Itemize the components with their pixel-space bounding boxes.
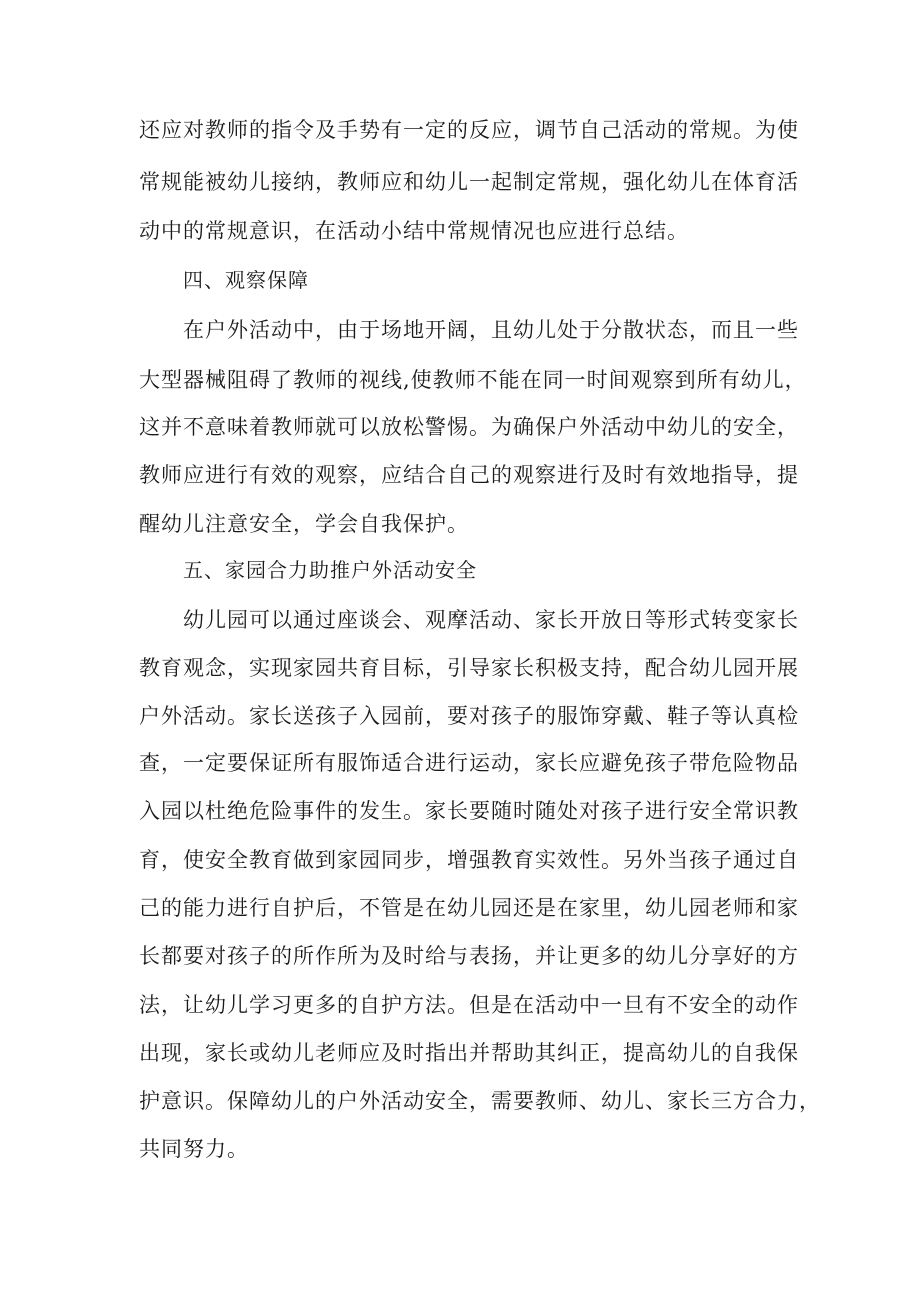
section-heading-4: 四、观察保障 [183, 268, 309, 292]
paragraph-line: 这并不意味着教师就可以放松警惕。为确保户外活动中幼儿的安全， [139, 415, 799, 439]
paragraph-line: 长都要对孩子的所作所为及时给与表扬，并让更多的幼儿分享好的方 [139, 944, 799, 968]
paragraph-line: 幼儿园可以通过座谈会、观摩活动、家长开放日等形式转变家长 [183, 608, 799, 632]
paragraph-line: 在户外活动中，由于场地开阔，且幼儿处于分散状态，而且一些 [183, 318, 799, 342]
paragraph-line: 还应对教师的指令及手势有一定的反应，调节自己活动的常规。为使 [139, 118, 799, 142]
paragraph-line: 共同努力。 [139, 1137, 249, 1161]
paragraph-line: 教师应进行有效的观察，应结合自己的观察进行及时有效地指导，提 [139, 463, 799, 487]
paragraph-line: 护意识。保障幼儿的户外活动安全，需要教师、幼儿、家长三方合力， [139, 1089, 821, 1113]
paragraph-line: 己的能力进行自护后，不管是在幼儿园还是在家里，幼儿园老师和家 [139, 896, 799, 920]
paragraph-line: 大型器械阻碍了教师的视线,使教师不能在同一时间观察到所有幼儿， [139, 368, 807, 392]
paragraph-line: 育，使安全教育做到家园同步，增强教育实效性。另外当孩子通过自 [139, 848, 799, 872]
paragraph-line: 户外活动。家长送孩子入园前，要对孩子的服饰穿戴、鞋子等认真检 [139, 704, 799, 728]
paragraph-line: 入园以杜绝危险事件的发生。家长要随时随处对孩子进行安全常识教 [139, 799, 799, 823]
paragraph-line: 醒幼儿注意安全，学会自我保护。 [139, 512, 469, 536]
paragraph-line: 动中的常规意识，在活动小结中常规情况也应进行总结。 [139, 219, 689, 243]
section-heading-5: 五、家园合力助推户外活动安全 [183, 558, 477, 582]
paragraph-line: 教育观念，实现家园共育目标，引导家长积极支持，配合幼儿园开展 [139, 656, 799, 680]
paragraph-line: 法，让幼儿学习更多的自护方法。但是在活动中一旦有不安全的动作 [139, 993, 799, 1017]
paragraph-line: 查，一定要保证所有服饰适合进行运动，家长应避免孩子带危险物品 [139, 751, 799, 775]
paragraph-line: 出现，家长或幼儿老师应及时指出并帮助其纠正，提高幼儿的自我保 [139, 1041, 799, 1065]
paragraph-line: 常规能被幼儿接纳，教师应和幼儿一起制定常规，强化幼儿在体育活 [139, 170, 799, 194]
